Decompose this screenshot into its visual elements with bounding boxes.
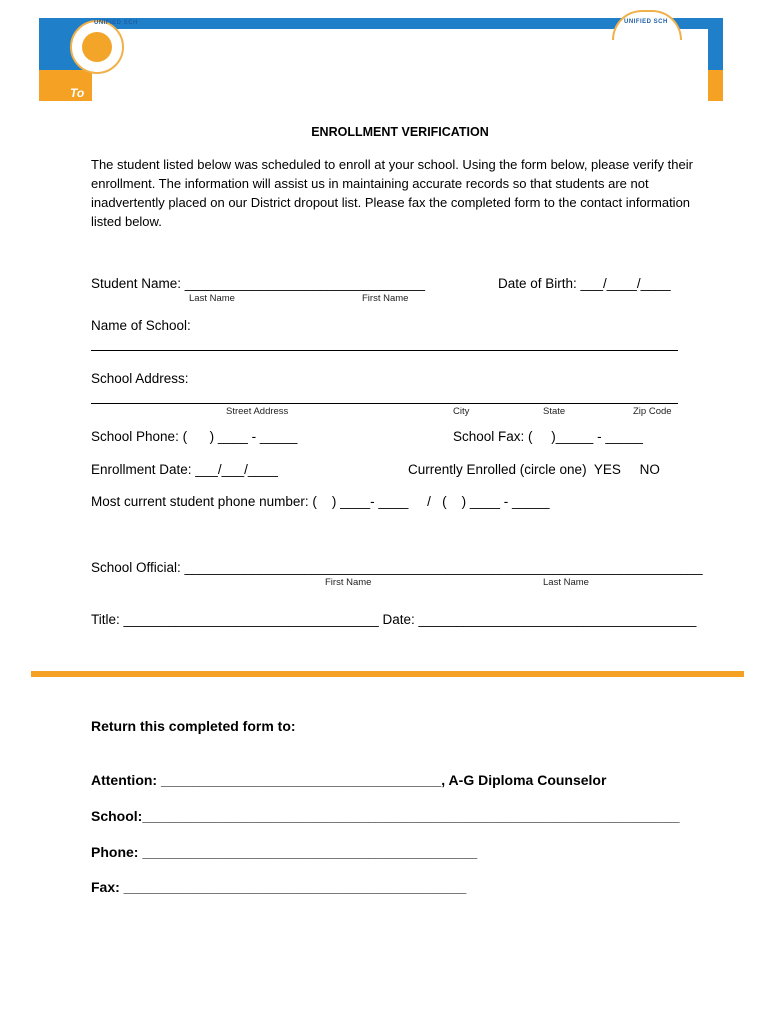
- street-address-hint: Street Address: [226, 406, 289, 417]
- currently-enrolled-field[interactable]: Currently Enrolled (circle one) YES NO: [408, 462, 660, 477]
- name-of-school-label: Name of School:: [91, 318, 191, 333]
- title-date-field[interactable]: Title: __________________________________ Date: _____________________________________: [91, 612, 697, 627]
- state-hint: State: [543, 406, 566, 417]
- city-hint: City: [453, 406, 470, 417]
- header-tagline: To: [70, 86, 85, 100]
- seal-emblem-icon: [82, 32, 112, 62]
- form-title: ENROLLMENT VERIFICATION: [311, 125, 489, 139]
- district-seal-left: [70, 20, 124, 74]
- school-phone-field[interactable]: School Phone: ( ) ____ - _____: [91, 429, 298, 444]
- school-address-line[interactable]: [91, 403, 678, 404]
- zip-code-hint: Zip Code: [633, 406, 672, 417]
- attention-field[interactable]: Attention: ____________________________________, A-G Diploma Counselor: [91, 772, 607, 788]
- name-of-school-line[interactable]: [91, 350, 678, 351]
- header-white-panel: [92, 29, 708, 109]
- student-last-name-hint: Last Name: [189, 293, 235, 304]
- student-name-field[interactable]: Student Name: ________________________________: [91, 276, 426, 291]
- school-official-field[interactable]: School Official: _____________________________________________________________________: [91, 560, 703, 575]
- date-of-birth-field[interactable]: Date of Birth: ___/____/____: [498, 276, 671, 291]
- return-school-field[interactable]: School:_____________________________________________________________________: [91, 808, 680, 824]
- school-address-label: School Address:: [91, 371, 189, 386]
- student-first-name-hint: First Name: [362, 293, 409, 304]
- return-phone-field[interactable]: Phone: ___________________________________________: [91, 844, 478, 860]
- return-fax-field[interactable]: Fax: ____________________________________________: [91, 879, 467, 895]
- return-heading: Return this completed form to:: [91, 718, 296, 734]
- intro-paragraph: The student listed below was scheduled to enroll at your school. Using the form below, please verify their enrollment. The information will assist us in maintaining accurate records so that students are not inadvertently placed on our District dropout list. Please fax the completed form to the contact information listed below.: [91, 157, 693, 229]
- seal-left-text: UNIFIED SCH: [94, 20, 138, 26]
- district-seal-right: [612, 10, 682, 40]
- section-divider: [31, 671, 744, 677]
- official-first-name-hint: First Name: [325, 577, 372, 588]
- school-fax-field[interactable]: School Fax: ( )_____ - _____: [453, 429, 643, 444]
- official-last-name-hint: Last Name: [543, 577, 589, 588]
- enrollment-date-field[interactable]: Enrollment Date: ___/___/____: [91, 462, 278, 477]
- student-phone-field[interactable]: Most current student phone number: ( ) ____- ____ / ( ) ____ - _____: [91, 494, 550, 509]
- seal-right-text: UNIFIED SCH: [624, 19, 668, 25]
